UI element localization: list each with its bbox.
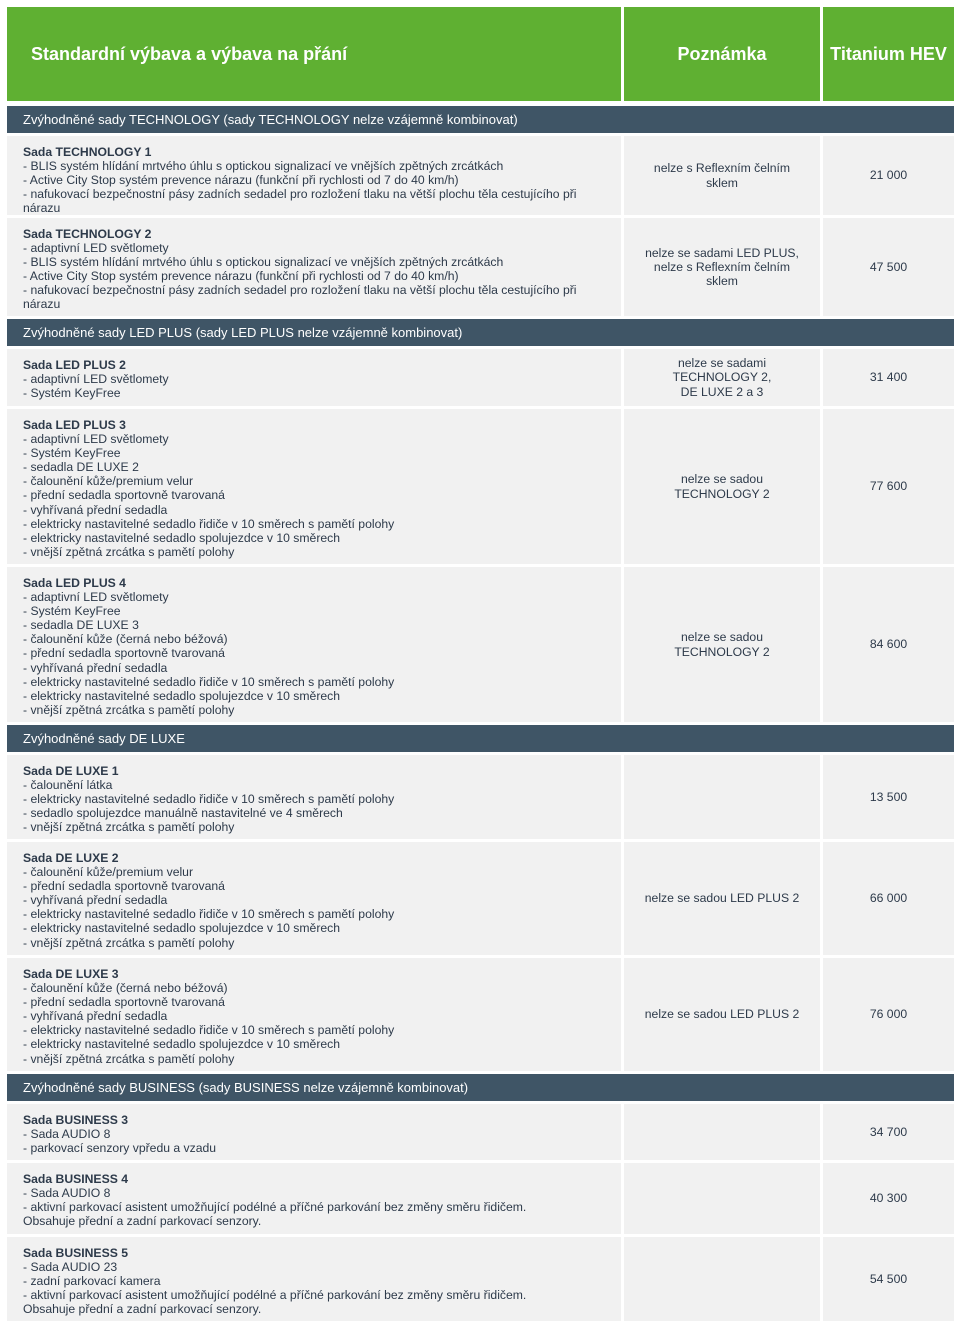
package-name: Sada TECHNOLOGY 1 (23, 145, 152, 159)
package-description (7, 842, 621, 955)
package-name: Sada BUSINESS 5 (23, 1246, 128, 1260)
package-name: Sada TECHNOLOGY 2 (23, 227, 152, 241)
header-model: Titanium HEV (823, 7, 954, 101)
package-items: - Sada AUDIO 8 - parkovací senzory vpředu a vzadu (23, 1127, 217, 1156)
package-items: - Sada AUDIO 8 - aktivní parkovací asistent umožňující podélné a příčné parkování bez změny směru řidičem. Obsahuje přední a zadní parkovací senzory. (23, 1186, 527, 1229)
package-description (7, 409, 621, 564)
section-title: Zvýhodněné sady LED PLUS (sady LED PLUS nelze vzájemně kombinovat) (7, 319, 954, 346)
package-note: nelze se sadou LED PLUS 2 (624, 958, 820, 1071)
section-title: Zvýhodněné sady TECHNOLOGY (sady TECHNOLOGY nelze vzájemně kombinovat) (7, 106, 954, 133)
package-price: 21 000 (823, 136, 954, 215)
package-description (7, 567, 621, 722)
package-items: - adaptivní LED světlomety - Systém KeyFree - sedadla DE LUXE 3 - čalounění kůže (černá nebo béžová) - přední sedadla sportovně tvarovaná - vyhřívaná přední sedadla - elektricky nastavitelné sedadlo řidiče v 10 směrech s pamětí polohy - elektricky nastavitelné sedadlo spolujezdce v 10 směrech - vnější zpětná zrcátka s pamětí polohy (23, 590, 395, 717)
package-note: nelze se sadami TECHNOLOGY 2, DE LUXE 2 a 3 (624, 349, 820, 406)
table-row (7, 755, 954, 839)
table-row (7, 218, 954, 316)
package-name: Sada LED PLUS 3 (23, 418, 126, 432)
header-equipment: Standardní výbava a výbava na přání (7, 7, 621, 101)
section-title: Zvýhodněné sady BUSINESS (sady BUSINESS nelze vzájemně kombinovat) (7, 1074, 954, 1101)
package-items: - čalounění látka - elektricky nastavitelné sedadlo řidiče v 10 směrech s pamětí polohy - sedadlo spolujezdce manuálně nastavitelné ve 4 směrech - vnější zpětná zrcátka s pamětí polohy (23, 778, 395, 835)
package-items: - adaptivní LED světlomety - BLIS systém hlídání mrtvého úhlu s optickou signalizací ve vnějších zpětných zrcátkách - Active City Stop systém prevence nárazu (funkční při rychlosti od 7 do 40 km/h) - nafukovací bezpečnostní pásy zadních sedadel pro rozložení tlaku na větší plochu těla cestujícího při nárazu (23, 241, 577, 312)
package-note (624, 1104, 820, 1160)
package-price: 76 000 (823, 958, 954, 1071)
package-items: - čalounění kůže (černá nebo béžová) - přední sedadla sportovně tvarovaná - vyhřívaná přední sedadla - elektricky nastavitelné sedadlo řidiče v 10 směrech s pamětí polohy - elektricky nastavitelné sedadlo spolujezdce v 10 směrech - vnější zpětná zrcátka s pamětí polohy (23, 981, 395, 1066)
package-price: 34 700 (823, 1104, 954, 1160)
package-note: nelze se sadou LED PLUS 2 (624, 842, 820, 955)
package-description (7, 958, 621, 1071)
price-table (7, 0, 954, 1321)
package-price: 47 500 (823, 218, 954, 316)
package-name: Sada DE LUXE 1 (23, 764, 119, 778)
table-row (7, 1104, 954, 1160)
table-header (7, 7, 954, 101)
package-description (7, 218, 621, 316)
package-items: - adaptivní LED světlomety - Systém KeyFree (23, 372, 169, 401)
package-items: - BLIS systém hlídání mrtvého úhlu s optickou signalizací ve vnějších zpětných zrcátkách - Active City Stop systém prevence nárazu (funkční při rychlosti od 7 do 40 km/h) - nafukovací bezpečnostní pásy zadních sedadel pro rozložení tlaku na větší plochu těla cestujícího při nárazu (23, 159, 577, 216)
package-note (624, 1237, 820, 1321)
package-description (7, 1237, 621, 1321)
package-price: 84 600 (823, 567, 954, 722)
package-description (7, 1163, 621, 1234)
table-row (7, 842, 954, 955)
section-title: Zvýhodněné sady DE LUXE (7, 725, 954, 752)
package-note: nelze se sadou TECHNOLOGY 2 (624, 567, 820, 722)
table-row (7, 1237, 954, 1321)
package-price: 13 500 (823, 755, 954, 839)
package-price: 66 000 (823, 842, 954, 955)
package-description (7, 1104, 621, 1160)
table-row (7, 409, 954, 564)
package-note (624, 1163, 820, 1234)
package-price: 40 300 (823, 1163, 954, 1234)
package-name: Sada BUSINESS 3 (23, 1113, 128, 1127)
package-name: Sada DE LUXE 3 (23, 967, 119, 981)
package-name: Sada BUSINESS 4 (23, 1172, 128, 1186)
package-price: 54 500 (823, 1237, 954, 1321)
table-row (7, 136, 954, 215)
table-row (7, 958, 954, 1071)
package-note: nelze se sadami LED PLUS, nelze s Reflexním čelním sklem (624, 218, 820, 316)
package-items: - čalounění kůže/premium velur - přední sedadla sportovně tvarovaná - vyhřívaná přední sedadla - elektricky nastavitelné sedadlo řidiče v 10 směrech s pamětí polohy - elektricky nastavitelné sedadlo spolujezdce v 10 směrech - vnější zpětná zrcátka s pamětí polohy (23, 865, 395, 950)
table-row (7, 349, 954, 406)
package-name: Sada LED PLUS 4 (23, 576, 126, 590)
package-items: - Sada AUDIO 23 - zadní parkovací kamera - aktivní parkovací asistent umožňující podélné a příčné parkování bez změny směru řidičem. Obsahuje přední a zadní parkovací senzory. (23, 1260, 527, 1317)
package-name: Sada DE LUXE 2 (23, 851, 119, 865)
package-name: Sada LED PLUS 2 (23, 358, 126, 372)
header-note: Poznámka (624, 7, 820, 101)
package-note (624, 755, 820, 839)
package-note: nelze s Reflexním čelním sklem (624, 136, 820, 215)
package-price: 31 400 (823, 349, 954, 406)
table-row (7, 1163, 954, 1234)
package-description (7, 349, 621, 406)
package-items: - adaptivní LED světlomety - Systém KeyFree - sedadla DE LUXE 2 - čalounění kůže/premium velur - přední sedadla sportovně tvarovaná - vyhřívaná přední sedadla - elektricky nastavitelné sedadlo řidiče v 10 směrech s pamětí polohy - elektricky nastavitelné sedadlo spolujezdce v 10 směrech - vnější zpětná zrcátka s pamětí polohy (23, 432, 395, 559)
package-note: nelze se sadou TECHNOLOGY 2 (624, 409, 820, 564)
table-row (7, 567, 954, 722)
package-description (7, 136, 621, 215)
package-description (7, 755, 621, 839)
package-price: 77 600 (823, 409, 954, 564)
